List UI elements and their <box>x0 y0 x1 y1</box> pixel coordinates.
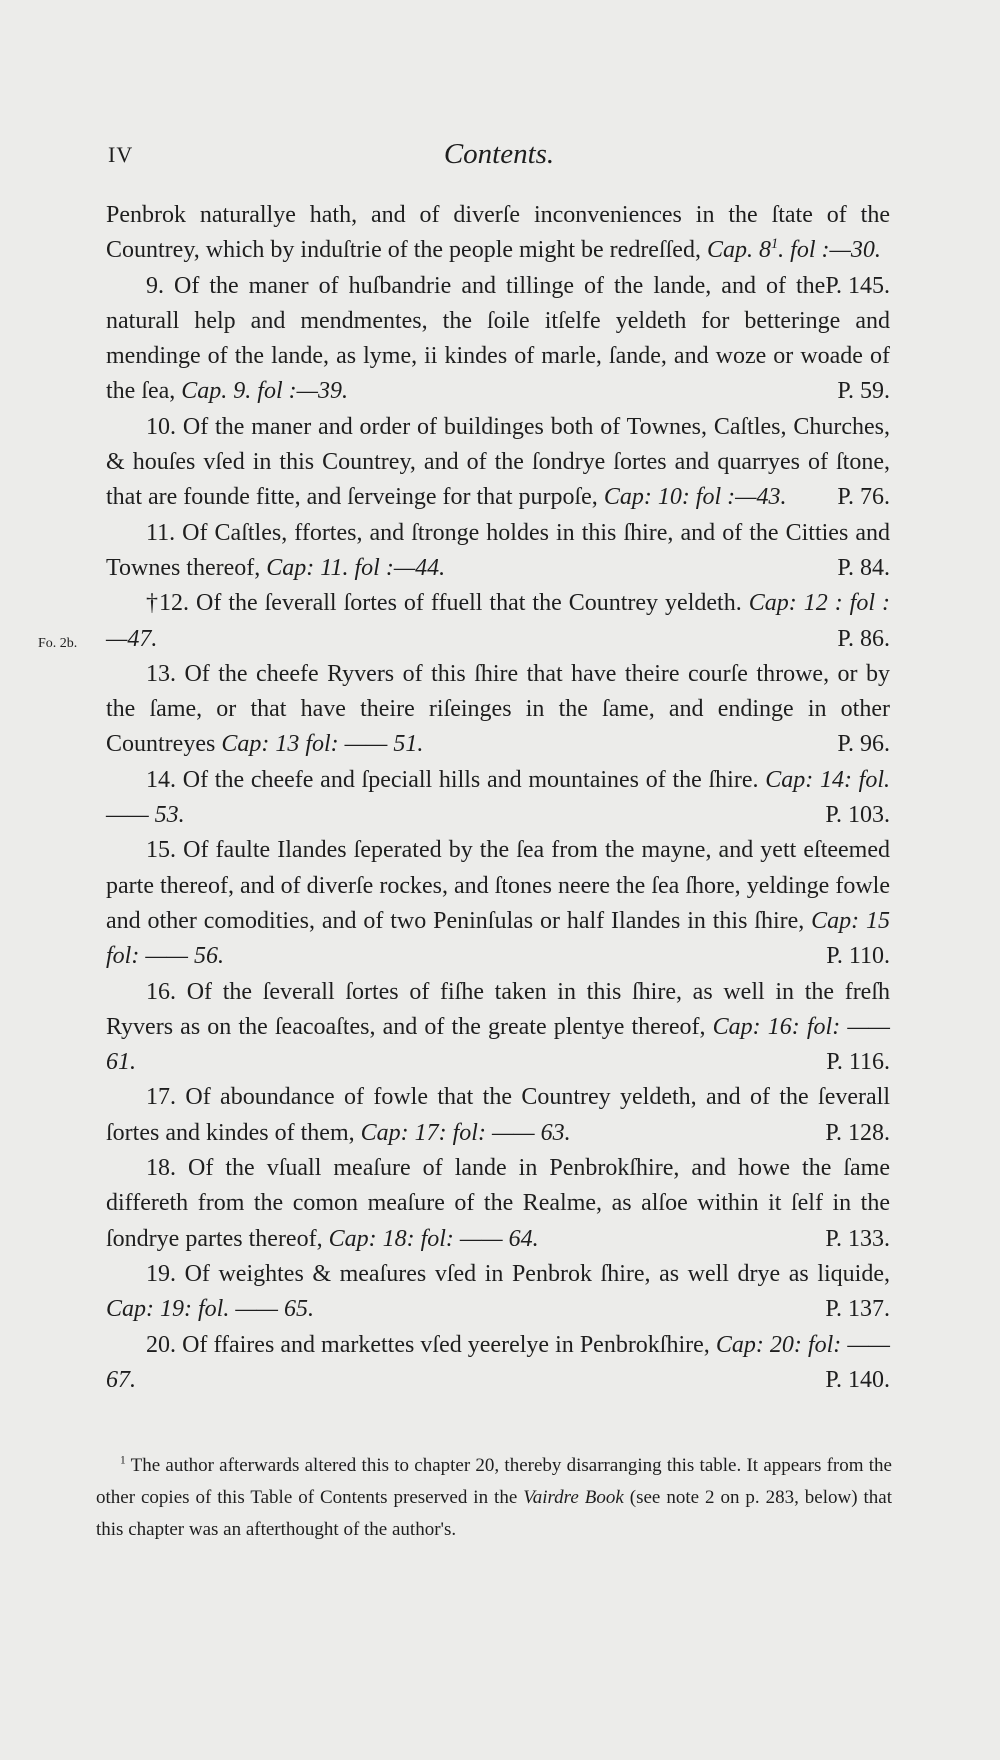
entry-number: 14. <box>146 766 176 793</box>
chapter-ref: Cap: 17: fol: —— 63. <box>360 1119 571 1146</box>
footnote-marker: 1 <box>120 1454 126 1467</box>
entry-number: 18. <box>146 1155 176 1182</box>
contents-entry <box>106 1080 890 1151</box>
entry-text: Of aboundance of fowle that the Countrey yeldeth, and of the ſeverall ſortes and kindes of them, <box>106 1084 890 1146</box>
entry-text: Of weightes & meaſures vſed in Penbrok ſhire, as well drye as liquide, <box>184 1260 890 1287</box>
contents-list <box>106 198 890 1398</box>
chapter-ref: Cap: 10: fol :—43. <box>603 484 787 511</box>
contents-entry <box>106 516 890 587</box>
entry-text: Of the cheefe Ryvers of this ſhire that have theire courſe throwe, or by the ſame, or that have theire riſeinges in the ſame, and endinge in other Countreyes <box>106 660 891 758</box>
chapter-ref: Cap: 11. fol :—44. <box>266 554 446 581</box>
entry-text: Of the ſeverall ſortes of fiſhe taken in this ſhire, as well in the freſh Ryvers as on the ſeacoaſtes, and of the greate plentye thereof, <box>106 978 891 1040</box>
entry-number: 19. <box>146 1260 176 1287</box>
contents-entry <box>106 586 890 657</box>
page-ref: P. 128. <box>825 1119 890 1146</box>
page-ref: P. 103. <box>825 802 890 829</box>
chapter-ref: Cap: 20: fol: —— 67. <box>106 1331 891 1393</box>
footnote-text: (see note 2 on p. 283, below) that this chapter was an afterthought of the author's. <box>96 1487 893 1540</box>
contents-entry <box>106 1328 890 1399</box>
entry-number: 13. <box>146 660 176 687</box>
entry-text: Of Caſtles, ffortes, and ſtronge holdes in this ſhire, and of the Citties and Townes thereof, <box>106 519 891 581</box>
entry-text: Of the cheefe and ſpeciall hills and mountaines of the ſhire. <box>182 766 759 793</box>
page-ref: P. 133. <box>825 1225 890 1252</box>
entry-number: 9. <box>146 272 164 299</box>
page-ref: P. 86. <box>837 625 890 652</box>
contents-entry <box>106 763 890 834</box>
page-ref: P. 116. <box>826 1049 890 1076</box>
entry-text: Penbrok naturallye hath, and of diverſe inconveniences in the ſtate of the Countrey, which by induſtrie of the people might be redreſſed, <box>106 202 890 264</box>
entry-number: 17. <box>146 1084 176 1111</box>
page-ref: P. 145. <box>825 272 890 299</box>
entry-text: Of the ſeverall ſortes of ffuell that the Countrey yeldeth. <box>196 590 742 617</box>
entry-number: 10. <box>146 413 176 440</box>
page-title: Contents. <box>443 138 555 170</box>
page-ref: P. 84. <box>837 554 890 581</box>
chapter-ref: Cap: 16: fol: —— 61. <box>106 1013 891 1076</box>
footnote-marker: 1 <box>770 236 779 253</box>
footnote-text: The author afterwards altered this to chapter 20, thereby disarranging this table. It appears from the other copies of this Table of Contents preserved in the <box>96 1455 892 1508</box>
page-ref: P. 140. <box>825 1366 890 1393</box>
chapter-ref: Cap: 19: fol. —— 65. <box>106 1296 315 1323</box>
contents-entry <box>106 833 890 974</box>
chapter-ref: Cap: 18: fol: —— 64. <box>328 1225 539 1252</box>
running-head <box>108 138 890 178</box>
page-ref: P. 110. <box>826 943 890 970</box>
entry-number: 15. <box>146 837 176 864</box>
entry-text: Of ffaires and markettes vſed yeerelye in Penbrokſhire, <box>182 1331 710 1358</box>
entry-number: †12. <box>146 590 189 617</box>
page-ref: P. 137. <box>825 1296 890 1323</box>
chapter-ref: Cap. $8^1$. fol :—30. <box>706 236 881 264</box>
entry-text: Of the maner of huſbandrie and tillinge of the lande, and of the naturall help and mendmentes, the ſoile itſelfe yeldeth for betteringe and mendinge of the lande, as lyme, ii kindes of marle, ſande, and woze or woade of the ſea, <box>106 272 890 405</box>
contents-entry <box>106 975 890 1081</box>
page-ref: P. 76. <box>837 484 890 511</box>
margin-note: Fo. 2b. <box>38 636 78 651</box>
chapter-ref: Cap: 15 fol: —— 56. <box>106 907 891 970</box>
contents-entry <box>106 269 890 410</box>
page-number: IV <box>108 142 134 167</box>
book-title: Vairdre Book <box>523 1487 624 1508</box>
chapter-ref: Cap: 13 fol: —— 51. <box>221 731 424 758</box>
entry-number: 20. <box>146 1331 176 1358</box>
contents-entry <box>106 1151 890 1257</box>
page-ref: P. 59. <box>837 378 890 405</box>
entry-text: Of the vſuall meaſure of lande in Penbrokſhire, and howe the ſame differeth from the comon meaſure of the Realme, as alſoe within it ſelf in the ſondrye partes thereof, <box>106 1155 891 1252</box>
chapter-ref: Cap. 9. fol :—39. <box>181 378 348 405</box>
contents-entry <box>106 657 890 763</box>
entry-text: Of faulte Ilandes ſeperated by the ſea from the mayne, and yett eſteemed parte thereof, and of diverſe rockes, and ſtones neere the ſea ſhore, yeldinge fowle and other comodities, and of two Peninſulas or half Ilandes in this ſhire, <box>106 837 890 934</box>
entry-number: 11. <box>146 519 176 546</box>
page-ref: P. 96. <box>837 731 890 758</box>
contents-entry <box>106 1257 890 1328</box>
footnote <box>96 1450 892 1546</box>
chapter-ref: Cap: 12 : fol :—47. <box>106 590 891 652</box>
chapter-ref: Cap: 14: fol. —— 53. <box>106 766 891 829</box>
contents-entry <box>106 410 890 516</box>
footnotes <box>96 1450 892 1546</box>
entry-number: 16. <box>146 978 176 1005</box>
contents-entry <box>106 198 890 299</box>
entry-text: Of the maner and order of buildinges both of Townes, Caſtles, Churches, & houſes vſed in this Countrey, and of the ſondrye ſortes and quarryes of ſtone, that are founde fitte, and ſerveinge for that purpoſe, <box>106 413 890 511</box>
